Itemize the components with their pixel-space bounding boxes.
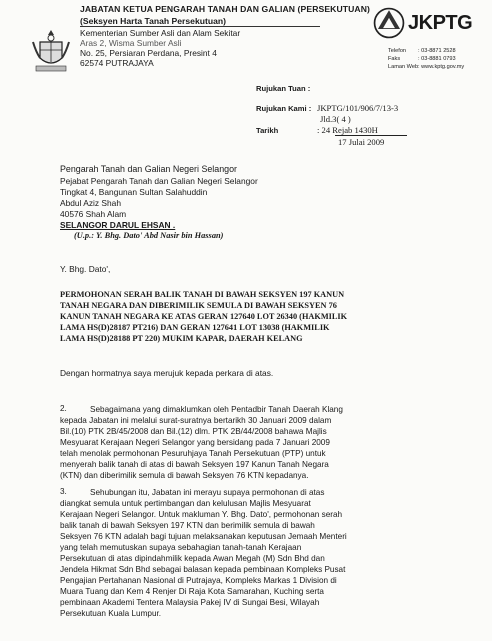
paragraph-line: Persekutuan di atas dipindahmilik kepada Awan Megah (M) Sdn Bhd dan <box>60 554 325 563</box>
rujukan-kami-label: Rujukan Kami : <box>256 104 312 113</box>
section-name: (Seksyen Harta Tanah Persekutuan) <box>80 16 226 26</box>
paragraph-2-number: 2. <box>60 404 67 413</box>
rujukan-kami-jld: Jld.3( 4 ) <box>320 114 351 124</box>
contact-website <box>388 64 465 70</box>
agency-name: JABATAN KETUA PENGARAH TANAH DAN GALIAN (PERSEKUTUAN) <box>80 4 370 14</box>
coat-of-arms-icon <box>30 28 72 74</box>
contact-label: Laman Web <box>388 64 419 70</box>
recipient-line-2: Pejabat Pengarah Tanah dan Galian Negeri Selangor <box>60 176 258 186</box>
header-divider <box>80 26 320 27</box>
paragraph-line: Sebagaimana yang dimaklumkan oleh Pentadbir Tanah Daerah Klang <box>90 405 343 414</box>
tarikh-label: Tarikh <box>256 126 279 135</box>
recipient-line-3: Tingkat 4, Bangunan Sultan Salahuddin <box>60 187 208 197</box>
paragraph-2 <box>60 404 470 481</box>
paragraph-3 <box>60 487 470 619</box>
subject-line: PERMOHONAN SERAH BALIK TANAH DI BAWAH SEKSYEN 197 KANUN <box>60 290 345 299</box>
recipient-line-5: 40576 Shah Alam <box>60 209 127 219</box>
tarikh-underline <box>335 135 407 136</box>
rujukan-kami-value: JKPTG/101/906/7/13-3 <box>317 103 399 113</box>
paragraph-line: Bil.(10) PTK 2B/45/2008 dan Bil.(12) dlm. PTK 2B/44/2008 bahawa Majlis <box>60 427 327 436</box>
paragraph-line: diangkat semula untuk pertimbangan dan kelulusan Majlis Mesyuarat <box>60 499 311 508</box>
subject-line: LAMA HS(D)28188 PT 220) MUKIM KAPAR, DAERAH KELANG <box>60 334 303 343</box>
subject-block <box>60 289 470 344</box>
rujukan-tuan-label: Rujukan Tuan : <box>256 84 311 93</box>
recipient-line-4: Abdul Aziz Shah <box>60 198 121 208</box>
subject-line: KANUN TANAH NEGARA KE ATAS GERAN 127640 LOT 26340 (HAKMILIK <box>60 312 348 321</box>
paragraph-line: Sehubungan itu, Jabatan ini merayu supaya permohonan di atas <box>90 488 325 497</box>
paragraph-line: Jendela Hikmat Sdn Bhd sebagai balasan kepada pembinaan Kompleks Pusat <box>60 565 346 574</box>
paragraph-line: Mesyuarat Kerajaan Negeri Selangor yang bersidang pada 7 Januari 2009 <box>60 438 330 447</box>
contact-value: : 03-8871 2528 <box>418 48 456 54</box>
recipient-state: SELANGOR DARUL EHSAN . <box>60 220 176 230</box>
salutation: Y. Bhg. Dato', <box>60 264 111 274</box>
contact-phone <box>388 48 456 54</box>
contact-value: : www.kptg.gov.my <box>418 64 465 70</box>
subject-line: LAMA HS(D)28187 PT216) DAN GERAN 127641 LOT 13038 (HAKMILIK <box>60 323 330 332</box>
paragraph-line: Pengajian Pertahanan Nasional di Putrajaya, Kompleks Markas 1 Division di <box>60 576 337 585</box>
street-address: No. 25, Persiaran Perdana, Presint 4 <box>80 48 217 58</box>
paragraph-line: telah menolak permohonan Pesuruhjaya Tanah Persekutuan (PTP) untuk <box>60 449 326 458</box>
ministry-name: Kementerian Sumber Asli dan Alam Sekitar <box>80 28 241 38</box>
jkptg-logo-icon <box>372 6 406 40</box>
recipient-attention: (U.p.: Y. Bhg. Dato' Abd Nasir bin Hassan) <box>74 231 224 240</box>
paragraph-line: (KTN) dan diberimilik semula di bawah Seksyen 76 KTN kepadanya. <box>60 471 309 480</box>
paragraph-line: Persekutuan Kuala Lumpur. <box>60 609 162 618</box>
contact-label: Faks <box>388 56 401 62</box>
tarikh-value: : 24 Rejab 1430H <box>317 125 378 135</box>
tarikh-gregorian: 17 Julai 2009 <box>338 137 385 147</box>
paragraph-line: kepada Jabatan ini melalui surat-suratnya bertarikh 30 Januari 2009 dalam <box>60 416 332 425</box>
paragraph-line: yang telah memutuskan supaya sebahagian tanah-tanah Kerajaan <box>60 543 302 552</box>
paragraph-line: balik tanah di bawah Seksyen 197 KTN dan berimilik semula di bawah <box>60 521 315 530</box>
recipient-line-1: Pengarah Tanah dan Galian Negeri Selangor <box>60 164 237 174</box>
building-address: Aras 2, Wisma Sumber Asli <box>80 38 182 48</box>
paragraph-line: Seksyen 76 KTN adalah bagi tujuan melaksanakan keputusan Jemaah Menteri <box>60 532 347 541</box>
paragraph-line: Kerajaan Negeri Selangor. Untuk makluman Y. Bhg. Dato', permohonan serah <box>60 510 343 519</box>
contact-fax <box>388 56 456 62</box>
contact-value: : 03-8881 0793 <box>418 56 456 62</box>
city-address: 62574 PUTRAJAYA <box>80 58 154 68</box>
logo-text: JKPTG <box>408 12 473 34</box>
jkptg-logo <box>372 4 488 44</box>
subject-line: TANAH NEGARA DAN DIBERIMILIK SEMULA DI BAWAH SEKSYEN 76 <box>60 301 337 310</box>
paragraph-line: pembinaan Akademi Tentera Malaysia Pakej IV di Sungai Besi, Wilayah <box>60 598 320 607</box>
paragraph-line: Muara Tuang dan Kem 4 Renjer Di Raja Kota Samarahan, Kuching serta <box>60 587 324 596</box>
contact-label: Telefon <box>388 48 407 54</box>
opening-sentence: Dengan hormatnya saya merujuk kepada perkara di atas. <box>60 368 274 378</box>
paragraph-line: menyerah balik tanah di atas di bawah Seksyen 197 Kanun Tanah Negara <box>60 460 329 469</box>
paragraph-3-number: 3. <box>60 487 67 496</box>
